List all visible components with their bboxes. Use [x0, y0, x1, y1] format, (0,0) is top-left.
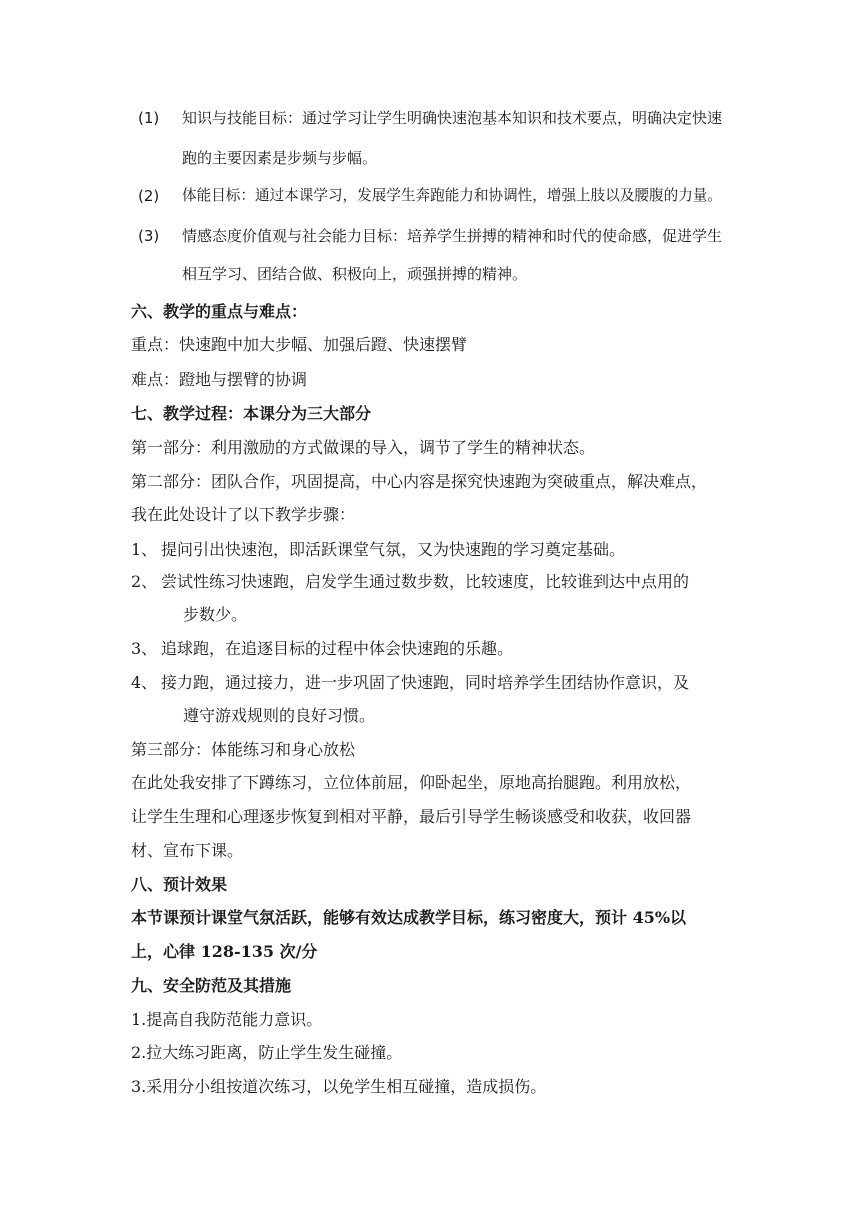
part-3-line-1: 在此处我安排了下蹲练习，立位体前屈，仰卧起坐，原地高抬腿跑。利用放松，: [131, 773, 692, 792]
step-4-line-1: 接力跑，通过接力，进一步巩固了快速跑，同时培养学生团结协作意识，及: [161, 673, 690, 692]
safety-item-1: 1.提高自我防范能力意识。: [131, 1010, 323, 1029]
key-point: 重点：快速跑中加大步幅、加强后蹬、快速摆臂: [131, 335, 468, 354]
part-2-line-2: 我在此处设计了以下教学步骤：: [131, 505, 356, 524]
objective-2-number: (2): [138, 187, 160, 205]
step-4-number: 4、: [131, 673, 158, 692]
step-4-line-2: 遵守游戏规则的良好习惯。: [183, 706, 376, 725]
step-1-number: 1、: [131, 540, 158, 559]
safety-item-3: 3.采用分小组按道次练习，以免学生相互碰撞，造成损伤。: [131, 1077, 547, 1096]
step-2-number: 2、: [131, 572, 158, 591]
objective-2-line-1: 体能目标：通过本课学习，发展学生奔跑能力和协调性，增强上肢以及腰腹的力量。: [182, 187, 722, 204]
part-3-heading: 第三部分：体能练习和身心放松: [131, 740, 356, 759]
objective-3-number: (3): [138, 227, 160, 245]
objective-3-line-1: 情感态度价值观与社会能力目标：培养学生拼搏的精神和时代的使命感，促进学生: [182, 227, 723, 245]
objective-1-line-1: 知识与技能目标：通过学习让学生明确快速泡基本知识和技术要点，明确决定快速: [182, 109, 723, 127]
expected-effect-line-2: 上，心律 128-135 次/分: [131, 942, 318, 961]
difficulty-point: 难点：蹬地与摆臂的协调: [131, 370, 308, 389]
section-7-heading: 七、教学过程：本课分为三大部分: [131, 404, 372, 423]
safety-item-2: 2.拉大练习距离，防止学生发生碰撞。: [131, 1043, 403, 1062]
step-3-line-1: 追球跑，在追逐目标的过程中体会快速跑的乐趣。: [161, 639, 514, 658]
part-2-line-1: 第二部分：团队合作，巩固提高，中心内容是探究快速跑为突破重点，解决难点，: [131, 472, 708, 491]
step-2-line-1: 尝试性练习快速跑，启发学生通过数步数，比较速度，比较谁到达中点用的: [161, 572, 690, 591]
expected-effect-line-1: 本节课预计课堂气氛活跃，能够有效达成教学目标，练习密度大，预计 45%以: [131, 908, 687, 927]
step-1-line-1: 提问引出快速泡，即活跃课堂气氛，又为快速跑的学习奠定基础。: [161, 540, 626, 559]
part-1: 第一部分：利用激励的方式做课的导入，调节了学生的精神状态。: [131, 438, 596, 457]
objective-3-line-2: 相互学习、团结合做、积极向上，顽强拼搏的精神。: [182, 265, 528, 283]
part-3-line-3: 材、宣布下课。: [131, 841, 244, 860]
section-6-heading: 六、教学的重点与难点：: [131, 302, 308, 321]
objective-1-line-2: 跑的主要因素是步频与步幅。: [182, 149, 378, 167]
step-2-line-2: 步数少。: [183, 605, 248, 624]
part-3-line-2: 让学生生理和心理逐步恢复到相对平静，最后引导学生畅谈感受和收获，收回器: [131, 807, 692, 826]
section-8-heading: 八、预计效果: [131, 875, 228, 894]
objective-1-number: (1): [138, 109, 160, 127]
section-9-heading: 九、安全防范及其措施: [131, 976, 292, 995]
step-3-number: 3、: [131, 639, 158, 658]
